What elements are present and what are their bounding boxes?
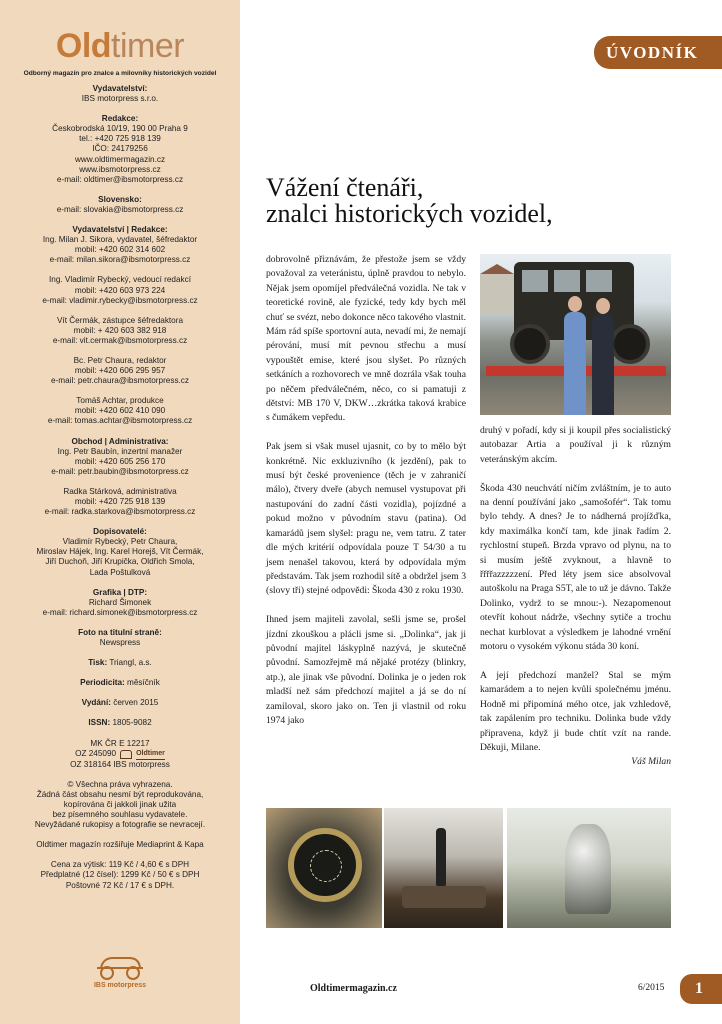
slovakia-heading: Slovensko: [98, 194, 142, 204]
article-column-2 [480, 424, 671, 770]
graphics-email: e-mail: richard.simonek@ibsmotorpress.cz [42, 607, 198, 617]
rights-line: © Všechna práva vyhrazena. [67, 779, 173, 789]
imprint-sidebar [0, 0, 240, 1024]
logo-timer: timer [111, 27, 185, 65]
sales-line: mobil: +420 725 918 139 [74, 497, 166, 506]
imprint-block [12, 84, 228, 891]
oz-row [12, 749, 228, 760]
photo-skoda-430-owners [480, 254, 671, 415]
issue-value: červen 2015 [113, 698, 159, 708]
photo-person-head [596, 298, 610, 314]
page-number: 1 [680, 974, 722, 1004]
photo-mascot [565, 824, 611, 914]
editorial-line: www.oldtimermagazin.cz [74, 154, 166, 164]
issn-label: ISSN: [88, 718, 111, 728]
paragraph: Ihned jsem majiteli zavolal, sešli jsme se, prošel jízdní zkouškou a plácli jsme si. „Dolinka“, jak ji původní majitel láskyplně nazývá, je skutečně původní. Samozřejmě má nějaké protézy (blinkry, atp.), ale jinak vše původní. Dolinka je o jeden rok mladší než sám předchozí majitel a já se do ní zamiloval, skoro jako on. Ten ji vlastnil od roku 1974 jako [266, 614, 466, 726]
price-line: Předplatné (12 čísel): 1299 Kč / 50 € s DPH [40, 870, 200, 880]
issue-label: Vydání: [81, 698, 111, 708]
graphics-name: Richard Šimonek [88, 597, 152, 607]
publisher-heading: Vydavatelství: [92, 84, 148, 93]
staff-line: mobil: +420 606 295 957 [74, 366, 166, 376]
headline-line-1: Vážení čtenáři, [266, 173, 424, 202]
print-label: Tisk: [88, 658, 108, 668]
staff-line: e-mail: vladimir.rybecky@ibsmotorpress.cz [42, 295, 198, 305]
photo-lever-base [402, 886, 486, 908]
ibs-motorpress-logo [0, 954, 240, 989]
oz-number-2: OZ 318164 IBS motorpress [70, 759, 170, 769]
headline-line-2: znalci historických vozidel, [266, 199, 553, 228]
paragraph: dobrovolně přiznávám, že přestože jsem se vždy považoval za veteránistu, úplně pravdou to nebylo. Nějak jsem opomíjel předválečná vozidla. Ne tak v teoretické rovině, ale fyzické, tedy kdy bych měl chuť se svézt, nebo dokonce něco takového vlastnit. Mám rád spíše sportovní auta, nevadí mi, že nemají pérování, musí mít pevnou střechu a musí vypouštět emise, které jsou slyšet. Po různých setkáních a rozhovorech ve mně dozrála však touha po něčem předválečném, něco, co si pamatuji z dětství: MB 170 V, DKW…zkrátka taková krabice s čumákem vepředu. [266, 254, 466, 424]
oz-number: OZ 245090 [75, 749, 117, 759]
editorial-line: www.ibsmotorpress.cz [79, 164, 161, 174]
rights-line: Žádná část obsahu nesmí být reprodukována, [36, 789, 204, 799]
photo-gear-lever [384, 808, 503, 928]
periodicity-label: Periodicita: [80, 678, 125, 688]
sales-line: Radka Stárková, administrativa [63, 486, 177, 496]
issn-value: 1805-9082 [112, 718, 152, 728]
slovakia-email: e-mail: slovakia@ibsmotorpress.cz [56, 204, 184, 214]
staff-line: mobil: +420 603 973 224 [74, 285, 166, 295]
editorial-line: Českobrodská 10/19, 190 00 Praha 9 [52, 124, 188, 134]
contributors-heading: Dopisovatelé: [93, 527, 147, 537]
periodicity-info [12, 678, 228, 688]
staff-line: e-mail: vit.cermak@ibsmotorpress.cz [52, 335, 188, 345]
staff-heading: Vydavatelství | Redakce: [72, 225, 168, 235]
rights-line: Nevyžádané rukopisy a fotografie se nevracejí. [34, 820, 206, 830]
staff-line: Ing. Vladimír Rybecký, vedoucí redakcí [49, 275, 191, 285]
photo-car-wheel [610, 324, 650, 364]
paragraph: druhý v pořadí, kdy si ji koupil přes socialistický autobazar Artia a používal ji k různým veteránským akcím. [480, 425, 671, 465]
print-value: Triangl, a.s. [109, 658, 152, 668]
tagline: Odborný magazín pro znalce a milovníky historických vozidel [23, 70, 217, 77]
sales-line: Ing. Petr Baubín, inzertní manažer [57, 446, 183, 456]
paragraph: A její předchozí manžel? Stal se mým kamarádem a to nejen kvůli společnému jménu. Hodně mi připomíná mého otce, jak vzhledově, tak zapálením pro techniku. Dolinka bude vždy připravena, když ji bude chtít vzít na rande. Děkuji, Milane. [480, 669, 671, 753]
staff-line: mobil: + 420 603 382 918 [73, 325, 167, 335]
footer-issue: 6/2015 [638, 983, 665, 993]
editorial-line: e-mail: oldtimer@ibsmotorpress.cz [56, 174, 184, 184]
logo-old: Old [55, 27, 112, 65]
photo-hood-ornament [507, 808, 671, 928]
staff-line: e-mail: petr.chaura@ibsmotorpress.cz [51, 376, 189, 386]
contributors-line: Miroslav Hájek, Ing. Karel Horejš, Vít Čermák, [36, 547, 204, 557]
issn-info [12, 718, 228, 728]
staff-line: Bc. Petr Chaura, redaktor [73, 355, 167, 365]
headline [266, 175, 706, 227]
magazine-logo [0, 26, 240, 66]
carriage-icon [93, 954, 147, 980]
editorial-line: tel.: +420 725 918 139 [79, 134, 161, 144]
paragraph: Pak jsem si však musel ujasnit, co by to mělo být konkrétně. Nic exkluzivního (k jezdění), pak to musí být české provenience (těch je v zahraničí málo), čtvery dveře (abych nemusel vystupovat při nastupování do zadní části vozidla), pojízdné a pokud možno v původním stavu (patina). Od kamarádů jsem slyšel: pragu ne, vem tatru. Z tater dle mých kritérií odpovídala pouze T 54/30 a tu jsem nenašel takovou, která by odpovídala mým představám. Tak jsem rozhodil sítě a obdržel jsem 3 (slovy tři) stejné odpovědi: Škoda 430 z roku 1930. [266, 441, 466, 597]
photo-person [592, 314, 614, 415]
editorial-heading: Redakce: [101, 114, 139, 124]
photo-car-window [522, 270, 548, 292]
car-icon [120, 750, 132, 759]
photo-person-head [568, 296, 582, 312]
staff-line: mobil: +420 602 314 602 [74, 245, 166, 255]
staff-line: e-mail: milan.sikora@ibsmotorpress.cz [49, 255, 191, 265]
price-line: Poštovné 72 Kč / 17 € s DPH. [65, 880, 175, 890]
periodicity-value: měsíčník [127, 678, 160, 688]
issue-info [12, 698, 228, 708]
cover-photo-heading: Foto na titulní straně: [78, 627, 162, 637]
graphics-heading: Grafika | DTP: [92, 587, 148, 597]
mk-line: MK ČR E 12217 [90, 738, 150, 748]
ibs-logo-text: IBS motorpress [93, 982, 147, 989]
staff-line: Ing. Milan J. Sikora, vydavatel, šéfredaktor [42, 235, 198, 245]
signature: Váš Milan [631, 756, 671, 768]
sales-line: mobil: +420 605 256 170 [74, 456, 166, 466]
publisher-name: IBS motorpress s.r.o. [81, 94, 159, 104]
staff-line: mobil: +420 602 410 090 [74, 406, 166, 416]
photo-person [564, 312, 586, 415]
article-column-1 [266, 253, 466, 728]
staff-line: Vít Čermák, zástupce šéfredaktora [56, 315, 184, 325]
sales-heading: Obchod | Administrativa: [71, 436, 169, 446]
photo-car-window [586, 270, 612, 292]
section-tab: ÚVODNÍK [594, 36, 722, 69]
price-line: Cena za výtisk: 119 Kč / 4,60 € s DPH [50, 860, 190, 870]
photo-car-wheel [510, 324, 550, 364]
contributors-line: Jiří Duchoň, Jiří Krupička, Oldřich Smola, [45, 557, 195, 567]
paragraph: Škoda 430 neuchvátí ničím zvláštním, je to auto na denní používání jako „samošofér“. Tak tomu bylo tehdy. A dnes? Je to nádherná projížďka, kdy maximálka končí tam, kde jinak řadím 2. rychlostní stupeň. Brzda vpravo od plynu, na to si musím ještě zvyknout, a hlavně to řřřřazzzzzení. Před léty jsem sice absolvoval autoškolu na Praga S5T, ale to už je dávno. Takže Dolinko, vydrž to se mnou:-). Nezapomenout otevřít kohout nádrže, všechny sytiče a trochu nechat kurblovat a výsledkem je lahodné vrnění motoru o vysokém výkonu stáda 30 koní. [480, 482, 671, 653]
sales-line: e-mail: radka.starkova@ibsmotorpress.cz [44, 507, 196, 517]
contributors-line: Lada Poštulková [89, 567, 151, 577]
photo-lever [436, 828, 446, 888]
editorial-line: IČO: 24179256 [92, 144, 148, 154]
print-info [12, 658, 228, 668]
photo-speedometer [266, 808, 382, 928]
staff-line: Tomáš Achtar, produkce [76, 396, 164, 406]
sales-line: e-mail: petr.baubin@ibsmotorpress.cz [51, 466, 189, 476]
cover-photo-value: Newspress [99, 638, 141, 648]
photo-dial [288, 828, 362, 902]
mini-oldtimer-logo: Oldtimer [136, 749, 165, 760]
rights-line: kopírována či jakkoli jinak užita [63, 799, 177, 809]
staff-line: e-mail: tomas.achtar@ibsmotorpress.cz [47, 416, 193, 426]
photo-car-window [554, 270, 580, 292]
rights-line: bez písemného souhlasu vydavatele. [52, 810, 188, 820]
footer-website: Oldtimermagazin.cz [310, 983, 397, 994]
photo-house [480, 274, 514, 314]
distribution-note: Oldtimer magazín rozšiřuje Mediaprint & Kapa [36, 840, 204, 850]
contributors-line: Vladimír Rybecký, Petr Chaura, [62, 537, 178, 547]
